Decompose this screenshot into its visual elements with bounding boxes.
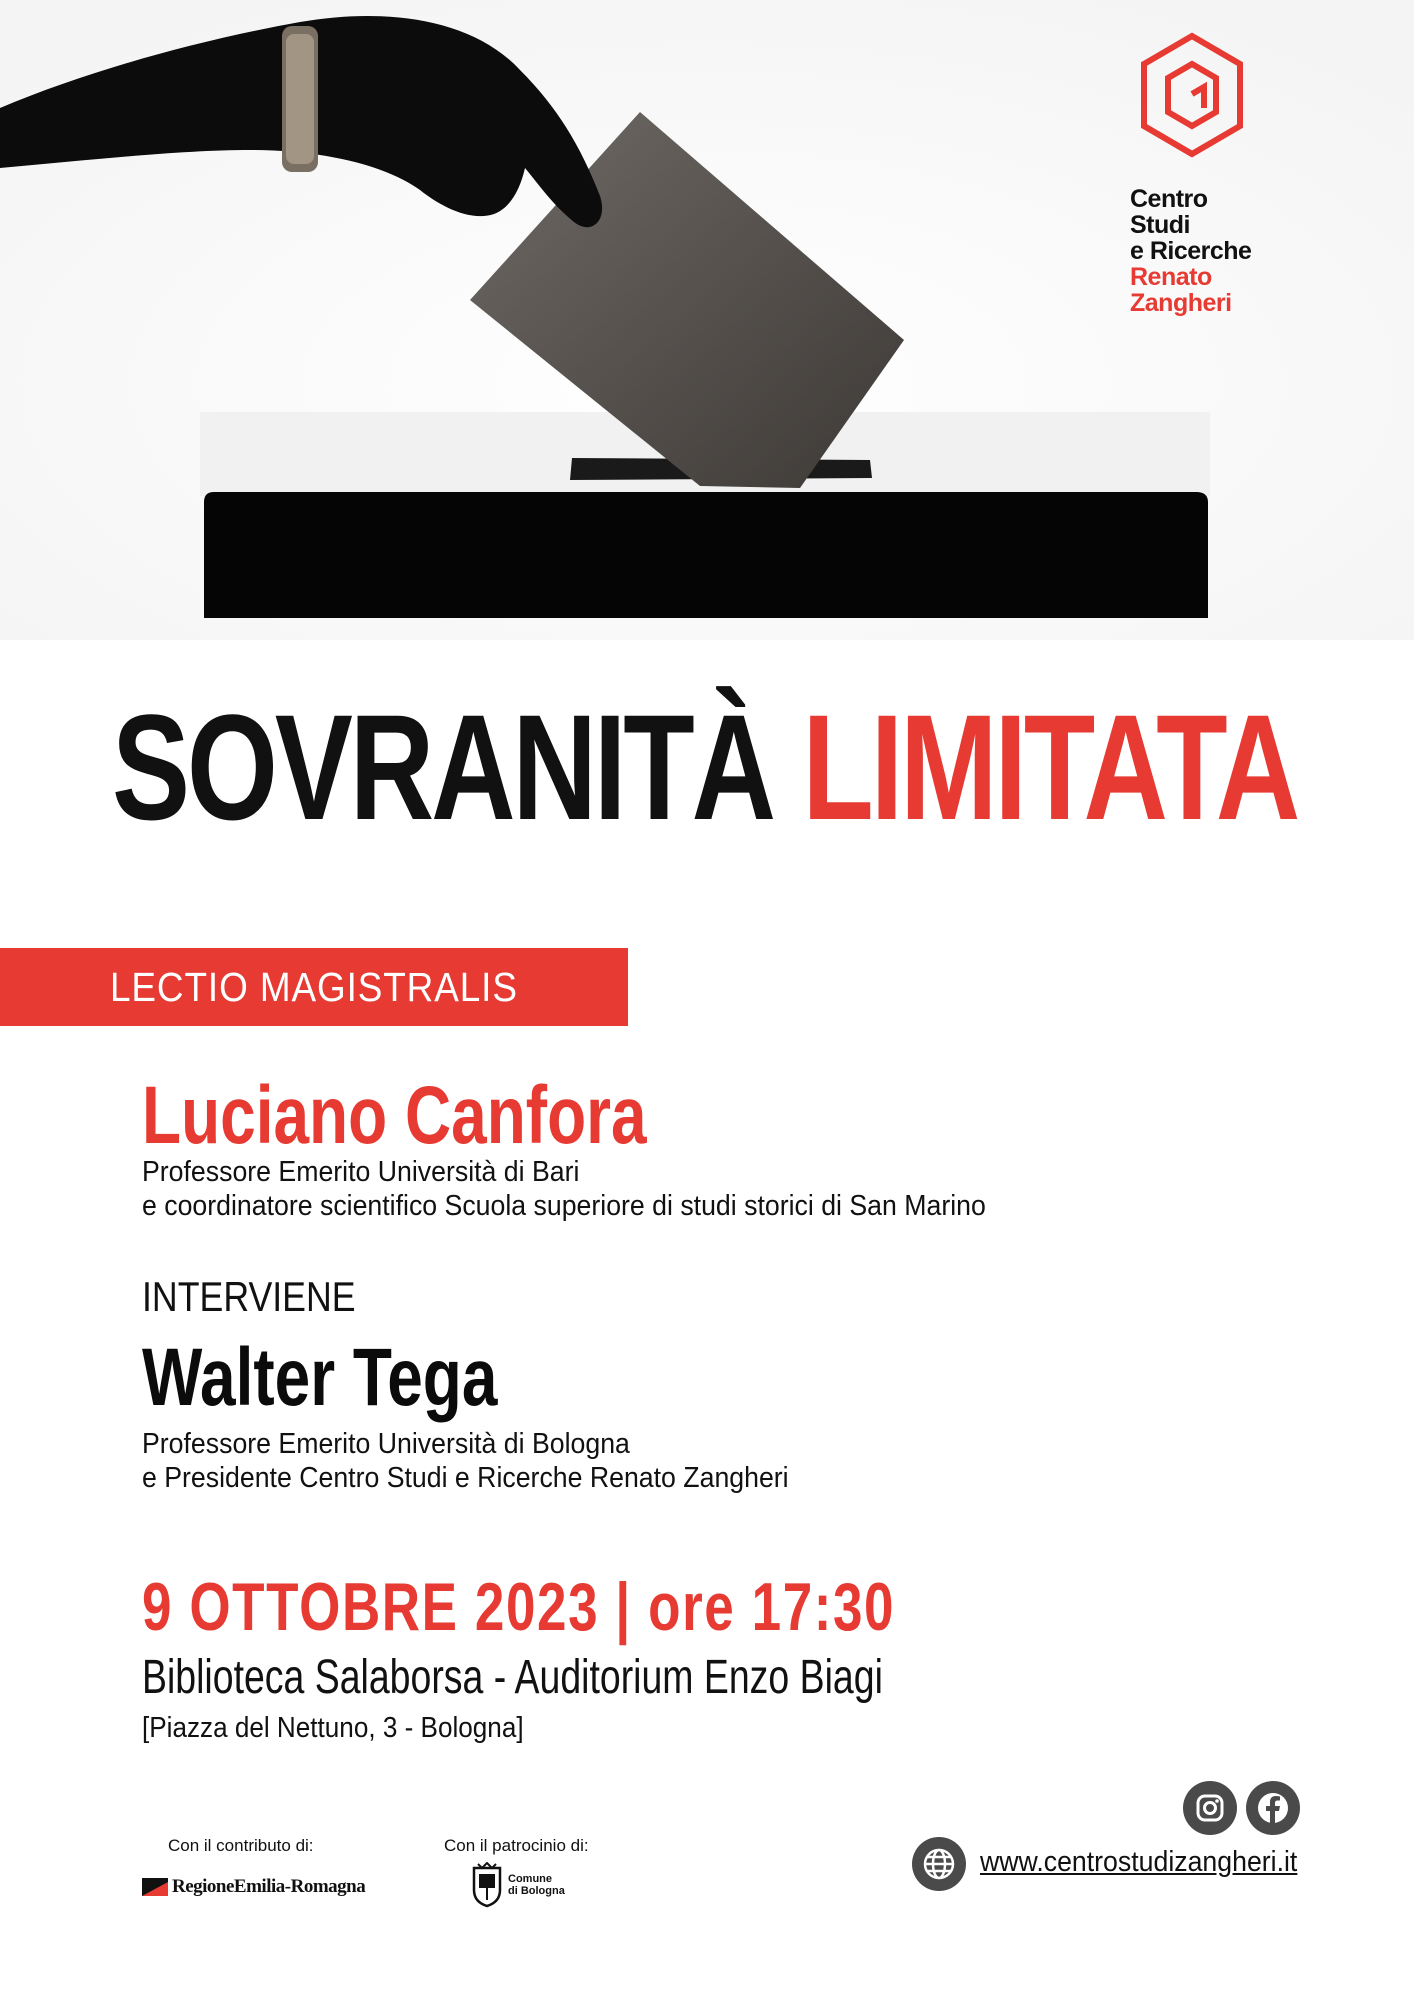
comune-logo-line2: di Bologna xyxy=(508,1885,565,1897)
speaker1-desc xyxy=(142,1155,1059,1223)
comune-logo xyxy=(470,1862,565,1908)
logo-line: Studi xyxy=(1130,211,1190,239)
speaker2-desc-line2: e Presidente Centro Studi e Ricerche Renato Zangheri xyxy=(142,1462,789,1494)
speaker1-desc-line1: Professore Emerito Università di Bari xyxy=(142,1156,580,1188)
facebook-icon[interactable] xyxy=(1246,1781,1300,1835)
comune-crest-icon xyxy=(470,1862,504,1908)
speaker1-desc-line2: e coordinatore scientifico Scuola superiore di studi storici di San Marino xyxy=(142,1190,986,1222)
logo-line: Renato xyxy=(1130,263,1212,291)
logo-mark-icon xyxy=(1132,20,1252,170)
instagram-icon[interactable] xyxy=(1183,1781,1237,1835)
title-word-1: SOVRANITÀ xyxy=(112,683,773,851)
speaker2-name: Walter Tega xyxy=(142,1332,498,1423)
event-venue: Biblioteca Salaborsa - Auditorium Enzo Biagi xyxy=(142,1651,883,1704)
logo-line: e Ricerche xyxy=(1130,237,1252,265)
logo-line: Zangheri xyxy=(1130,289,1232,317)
event-date: 9 OTTOBRE 2023 | ore 17:30 xyxy=(142,1569,896,1645)
regione-logo xyxy=(142,1876,365,1898)
regione-logo-text: RegioneEmilia-Romagna xyxy=(172,1876,366,1897)
page-title xyxy=(112,683,1298,851)
logo-text xyxy=(1130,186,1251,316)
logo-line: Centro xyxy=(1130,185,1208,213)
contrib-label: Con il contributo di: xyxy=(168,1836,314,1855)
event-address: [Piazza del Nettuno, 3 - Bologna] xyxy=(142,1712,524,1744)
lectio-banner xyxy=(0,948,628,1026)
speaker2-desc xyxy=(142,1427,845,1495)
title-word-2: LIMITATA xyxy=(802,683,1298,851)
speaker1-name: Luciano Canfora xyxy=(142,1070,647,1161)
speaker2-desc-line1: Professore Emerito Università di Bologna xyxy=(142,1428,630,1460)
regione-flag-icon xyxy=(142,1878,168,1896)
patron-label: Con il patrocinio di: xyxy=(444,1836,589,1855)
globe-icon xyxy=(912,1837,966,1891)
comune-logo-line1: Comune xyxy=(508,1873,552,1885)
website-link[interactable]: www.centrostudizangheri.it xyxy=(980,1846,1298,1878)
interviene-label: INTERVIENE xyxy=(142,1273,356,1320)
lectio-label: LECTIO MAGISTRALIS xyxy=(110,964,518,1010)
